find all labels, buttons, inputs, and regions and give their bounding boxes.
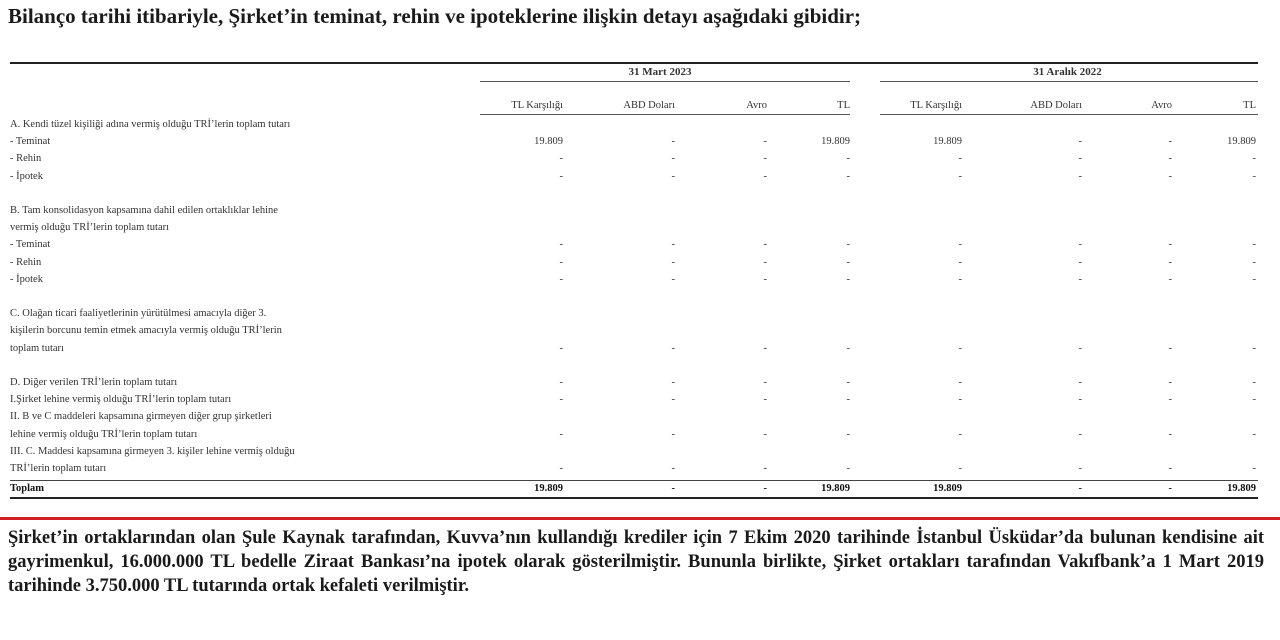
row-label: D. Diğer verilen TRİ’lerin toplam tutarı [10,377,178,388]
total-cell: - [1078,483,1082,494]
period-rule-2023 [480,81,850,82]
column-header: ABD Doları [1030,100,1082,111]
table-cell: - [763,342,767,354]
table-cell: - [1168,136,1172,148]
row-label: III. C. Maddesi kapsamına girmeyen 3. kişiler lehine vermiş olduğu [10,445,295,457]
total-cell: 19.809 [534,483,563,494]
table-row [10,322,1258,338]
table-row [10,168,1258,184]
table-cell: - [1252,377,1256,388]
total-label: Toplam [10,483,45,494]
row-label: - Teminat [10,136,51,148]
table-cell: - [1252,170,1256,182]
table-cell: - [1078,377,1082,388]
row-label: II. B ve C maddeleri kapsamına girmeyen diğer grup şirketleri [10,411,272,423]
table-cell: - [958,273,962,285]
table-cell: - [1078,170,1082,182]
table-row [10,357,1258,373]
table-row [10,133,1258,149]
row-label: - İpotek [10,170,43,182]
table-cell: - [671,136,675,148]
table-row [10,374,1258,390]
table-row [10,116,1258,132]
period-header-2023: 31 Mart 2023 [628,66,692,78]
table-cell: - [671,394,675,406]
table-row [10,460,1258,476]
column-header-rule-2023 [480,114,850,115]
row-label: - İpotek [10,273,43,285]
table-cell: - [671,170,675,182]
table-row [10,391,1258,407]
table-cell: - [559,428,563,440]
column-header: TL [837,100,850,111]
table-cell: - [671,428,675,440]
table-cell: - [958,239,962,251]
table-cell: - [763,153,767,165]
table-cell: - [1078,153,1082,165]
table-cell: - [846,463,850,474]
table-cell: - [763,428,767,440]
red-divider-line [0,517,1280,520]
table-cell: - [559,256,563,268]
row-label: B. Tam konsolidasyon kapsamına dahil edilen ortaklıklar lehine [10,205,278,216]
total-bottom-rule [10,497,1258,499]
table-cell: - [763,170,767,182]
total-cell: - [1168,483,1172,494]
table-cell: - [1252,428,1256,440]
table-cell: - [763,463,767,474]
total-row [10,480,1258,496]
table-cell: - [1168,256,1172,268]
table-row [10,340,1258,356]
total-cell: 19.809 [1227,483,1256,494]
table-cell: - [1252,256,1256,268]
table-cell: - [763,136,767,148]
table-cell: - [846,377,850,388]
table-cell: - [846,428,850,440]
total-cell: - [671,483,675,494]
column-header: TL Karşılığı [910,100,962,111]
table-cell: - [846,394,850,406]
table-top-rule [10,62,1258,64]
column-header: TL Karşılığı [511,100,563,111]
table-cell: - [1168,153,1172,165]
row-label: kişilerin borcunu temin etmek amacıyla vermiş olduğu TRİ’lerin [10,325,282,337]
period-header-2022: 31 Aralık 2022 [1033,66,1102,78]
table-cell: 19.809 [534,136,563,148]
table-cell: - [559,153,563,165]
table-cell: - [958,428,962,440]
table-cell: - [846,256,850,268]
table-cell: - [846,239,850,251]
table-cell: - [1078,136,1082,148]
column-header: ABD Doları [623,100,675,111]
table-cell: 19.809 [933,136,962,148]
table-row [10,305,1258,321]
row-label: A. Kendi tüzel kişiliği adına vermiş olduğu TRİ’lerin toplam tutarı [10,119,291,130]
table-cell: - [1078,463,1082,474]
table-cell: - [846,273,850,285]
row-label: - Teminat [10,239,51,251]
row-label: TRİ’lerin toplam tutarı [10,463,107,474]
table-cell: - [1252,342,1256,354]
table-cell: - [1252,239,1256,251]
table-cell: - [763,394,767,406]
table-cell: - [671,239,675,251]
table-cell: - [846,342,850,354]
table-cell: - [1078,273,1082,285]
table-cell: - [958,256,962,268]
row-label: vermiş olduğu TRİ’lerin toplam tutarı [10,222,170,234]
table-cell: - [559,463,563,474]
table-cell: - [1078,239,1082,251]
table-cell: - [671,342,675,354]
table-cell: - [958,394,962,406]
table-cell: - [846,153,850,165]
table-row [10,236,1258,252]
table-row [10,408,1258,424]
table-row [10,288,1258,304]
total-cell: - [763,483,767,494]
table-cell: - [1168,394,1172,406]
table-row [10,150,1258,166]
row-label: I.Şirket lehine vermiş olduğu TRİ’lerin toplam tutarı [10,394,232,406]
table-cell: - [763,273,767,285]
table-cell: - [559,239,563,251]
table-cell: - [671,377,675,388]
table-cell: - [671,463,675,474]
table-cell: - [1168,273,1172,285]
table-cell: - [671,256,675,268]
table-cell: - [671,153,675,165]
table-cell: - [559,342,563,354]
table-cell: - [1252,463,1256,474]
period-rule-2022 [880,81,1258,82]
table-cell: - [763,256,767,268]
table-row [10,254,1258,270]
table-row [10,185,1258,201]
table-cell: - [1168,463,1172,474]
row-label: C. Olağan ticari faaliyetlerinin yürütülmesi amacıyla diğer 3. [10,308,267,320]
table-cell: - [958,463,962,474]
table-cell: - [1168,342,1172,354]
table-cell: - [763,377,767,388]
row-label: - Rehin [10,153,42,165]
table-cell: 19.809 [821,136,850,148]
table-cell: - [559,170,563,182]
total-cell: 19.809 [821,483,850,494]
table-cell: - [1168,239,1172,251]
column-header: Avro [1151,100,1172,111]
table-row [10,219,1258,235]
section-heading: Bilanço tarihi itibariyle, Şirket’in teminat, rehin ve ipoteklerine ilişkin detayı aşağıdaki gibidir; [8,4,862,28]
table-cell: - [1078,428,1082,440]
table-cell: - [1252,153,1256,165]
table-cell: - [1078,394,1082,406]
table-row [10,443,1258,459]
table-cell: - [559,394,563,406]
table-cell: - [671,273,675,285]
table-cell: - [1168,377,1172,388]
table-row [10,426,1258,442]
column-header: TL [1243,100,1256,111]
table-cell: - [1252,394,1256,406]
table-cell: - [1078,256,1082,268]
table-cell: - [763,239,767,251]
table-cell: - [1252,273,1256,285]
table-cell: 19.809 [1227,136,1256,148]
total-cell: 19.809 [933,483,962,494]
table-cell: - [1078,342,1082,354]
table-row [10,202,1258,218]
row-label: toplam tutarı [10,342,64,354]
table-cell: - [559,377,563,388]
explanatory-paragraph: Şirket’in ortaklarından olan Şule Kaynak tarafından, Kuvva’nın kullandığı krediler için 7 Ekim 2020 tarihinde İstanbul Üsküdar’da bulunan kendisine ait gayrimenkul, 16.000.000 TL bedelle Ziraat Bankası’na ipotek olarak gösterilmiştir. Bununla birlikte, Şirket ortakları tarafından Vakıfbank’a 1 Mart 2019 tarihinde 3.750.000 TL tutarında ortak kefaleti verilmiştir. [8,528,1264,596]
table-cell: - [846,170,850,182]
column-header: Avro [746,100,767,111]
table-cell: - [958,170,962,182]
table-row [10,271,1258,287]
table-cell: - [958,377,962,388]
row-label: lehine vermiş olduğu TRİ’lerin toplam tutarı [10,428,198,440]
table-cell: - [1168,170,1172,182]
table-cell: - [559,273,563,285]
table-cell: - [958,342,962,354]
table-cell: - [1168,428,1172,440]
row-label: - Rehin [10,256,42,268]
table-cell: - [958,153,962,165]
column-header-rule-2022 [880,114,1258,115]
